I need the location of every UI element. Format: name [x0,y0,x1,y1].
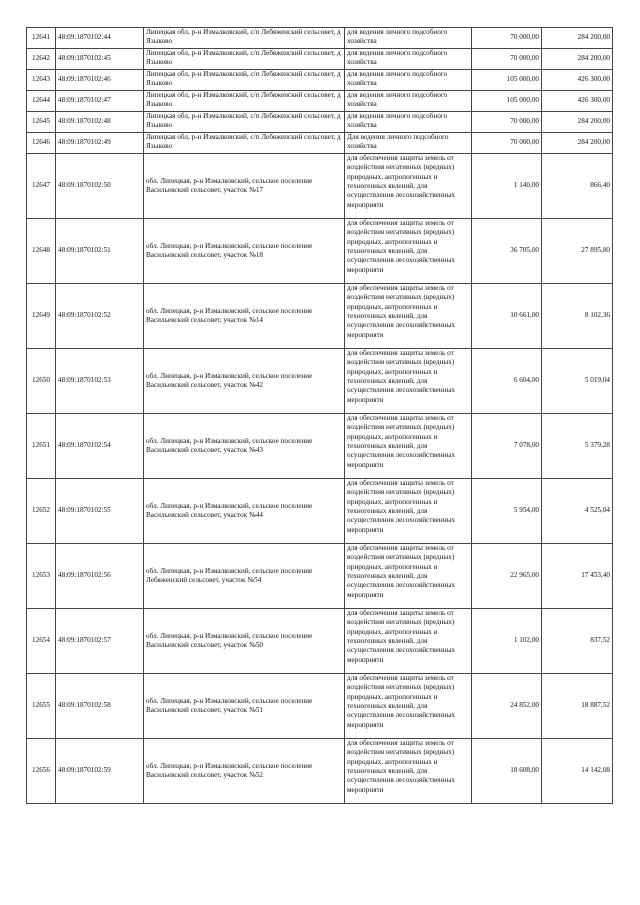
permitted-use-cell: для ведения личного подсобного хозяйства [345,70,472,91]
cadastral-value-cell: 284 200,00 [542,133,613,154]
cadastral-number-cell: 48:09:1870102:49 [56,133,144,154]
permitted-use-cell: для обеспечения защиты земель от воздействия негативных (вредных) природных, антропогенных и техногенных явлений, для осуществления лесохозяйственных мероприяти [345,349,472,414]
cadastral-number-cell: 48:09:1870102:47 [56,91,144,112]
table-row [27,154,613,219]
area-cell: 70 000,00 [472,112,542,133]
address-cell: Липецкая обл, р-н Измалковский, с/п Лебяженский сельсовет, д Языково [144,112,345,133]
area-cell: 22 965,00 [472,544,542,609]
row-number-cell: 12651 [27,414,56,479]
cadastral-value-cell: 866,40 [542,154,613,219]
permitted-use-cell: для обеспечения защиты земель от воздействия негативных (вредных) природных, антропогенных и техногенных явлений, для осуществления лесохозяйственных мероприяти [345,544,472,609]
area-cell: 5 954,00 [472,479,542,544]
cadastral-value-cell: 5 019,04 [542,349,613,414]
permitted-use-cell: для ведения личного подсобного хозяйства [345,49,472,70]
table-row [27,112,613,133]
row-number-cell: 12645 [27,112,56,133]
area-cell: 70 000,00 [472,49,542,70]
cadastral-value-cell: 426 300,00 [542,91,613,112]
address-cell: обл. Липецкая, р-н Измалковский, сельское поселение Васильевский сельсовет, участок №42 [144,349,345,414]
address-cell: Липецкая обл, р-н Измалковский, с/п Лебяженский сельсовет, д Языково [144,133,345,154]
cadastral-number-cell: 48:09:1870102:44 [56,28,144,49]
area-cell: 7 078,00 [472,414,542,479]
permitted-use-cell: для обеспечения защиты земель от воздействия негативных (вредных) природных, антропогенных и техногенных явлений, для осуществления лесохозяйственных мероприяти [345,479,472,544]
permitted-use-cell: для обеспечения защиты земель от воздействия негативных (вредных) природных, антропогенных и техногенных явлений, для осуществления лесохозяйственных мероприяти [345,609,472,674]
permitted-use-cell: для ведения личного подсобного хозяйства [345,112,472,133]
cadastral-number-cell: 48:09:1870102:58 [56,674,144,739]
cadastral-number-cell: 48:09:1870102:52 [56,284,144,349]
table-row [27,284,613,349]
row-number-cell: 12656 [27,739,56,804]
cadastral-number-cell: 48:09:1870102:46 [56,70,144,91]
address-cell: обл. Липецкая, р-н Измалковский, сельское поселение Васильевский сельсовет, участок №14 [144,284,345,349]
cadastral-value-cell: 18 887,52 [542,674,613,739]
table-row [27,414,613,479]
area-cell: 105 000,00 [472,91,542,112]
cadastral-value-cell: 4 525,04 [542,479,613,544]
address-cell: обл. Липецкая, р-н Измалковский, сельское поселение Васильевский сельсовет, участок №50 [144,609,345,674]
table-row [27,28,613,49]
row-number-cell: 12653 [27,544,56,609]
address-cell: обл. Липецкая, р-н Измалковский, сельское поселение Васильевский сельсовет, участок №44 [144,479,345,544]
permitted-use-cell: для ведения личного подсобного хозяйства [345,28,472,49]
cadastral-value-cell: 8 102,36 [542,284,613,349]
row-number-cell: 12641 [27,28,56,49]
cadastral-value-cell: 284 200,00 [542,49,613,70]
permitted-use-cell: для обеспечения защиты земель от воздействия негативных (вредных) природных, антропогенных и техногенных явлений, для осуществления лесохозяйственных мероприяти [345,219,472,284]
permitted-use-cell: для обеспечения защиты земель от воздействия негативных (вредных) природных, антропогенных и техногенных явлений, для осуществления лесохозяйственных мероприяти [345,284,472,349]
address-cell: обл. Липецкая, р-н Измалковский, сельское поселение Васильевский сельсовет, участок №18 [144,219,345,284]
area-cell: 6 604,00 [472,349,542,414]
area-cell: 70 000,00 [472,28,542,49]
row-number-cell: 12649 [27,284,56,349]
permitted-use-cell: для обеспечения защиты земель от воздействия негативных (вредных) природных, антропогенных и техногенных явлений, для осуществления лесохозяйственных мероприяти [345,154,472,219]
row-number-cell: 12644 [27,91,56,112]
area-cell: 24 852,00 [472,674,542,739]
row-number-cell: 12654 [27,609,56,674]
address-cell: Липецкая обл, р-н Измалковский, с/п Лебяженский сельсовет, д Языково [144,28,345,49]
cadastral-value-cell: 5 379,28 [542,414,613,479]
land-plots-table [26,27,613,804]
row-number-cell: 12650 [27,349,56,414]
address-cell: обл. Липецкая, р-н Измалковский, сельское поселение Васильевский сельсовет, участок №43 [144,414,345,479]
table-row [27,349,613,414]
table-row [27,70,613,91]
row-number-cell: 12642 [27,49,56,70]
row-number-cell: 12647 [27,154,56,219]
row-number-cell: 12655 [27,674,56,739]
row-number-cell: 12648 [27,219,56,284]
cadastral-value-cell: 284 200,00 [542,28,613,49]
cadastral-number-cell: 48:09:1870102:48 [56,112,144,133]
area-cell: 36 705,00 [472,219,542,284]
address-cell: Липецкая обл, р-н Измалковский, с/п Лебяженский сельсовет, д Языково [144,70,345,91]
table-row [27,739,613,804]
cadastral-value-cell: 837,52 [542,609,613,674]
cadastral-value-cell: 426 300,00 [542,70,613,91]
address-cell: Липецкая обл, р-н Измалковский, с/п Лебяженский сельсовет, д Языково [144,49,345,70]
table-body [27,28,613,804]
permitted-use-cell: Для ведения личного подсобного хозяйства [345,133,472,154]
cadastral-value-cell: 284 200,00 [542,112,613,133]
area-cell: 18 608,00 [472,739,542,804]
permitted-use-cell: для ведения личного подсобного хозяйства [345,91,472,112]
cadastral-value-cell: 14 142,08 [542,739,613,804]
area-cell: 105 000,00 [472,70,542,91]
area-cell: 10 661,00 [472,284,542,349]
cadastral-value-cell: 17 453,40 [542,544,613,609]
permitted-use-cell: для обеспечения защиты земель от воздействия негативных (вредных) природных, антропогенных и техногенных явлений, для осуществления лесохозяйственных мероприяти [345,739,472,804]
permitted-use-cell: для обеспечения защиты земель от воздействия негативных (вредных) природных, антропогенных и техногенных явлений, для осуществления лесохозяйственных мероприяти [345,674,472,739]
table-row [27,609,613,674]
cadastral-number-cell: 48:09:1870102:51 [56,219,144,284]
cadastral-number-cell: 48:09:1870102:50 [56,154,144,219]
address-cell: Липецкая обл, р-н Измалковский, с/п Лебяженский сельсовет, д Языково [144,91,345,112]
permitted-use-cell: для обеспечения защиты земель от воздействия негативных (вредных) природных, антропогенных и техногенных явлений, для осуществления лесохозяйственных мероприяти [345,414,472,479]
cadastral-value-cell: 27 895,80 [542,219,613,284]
area-cell: 70 000,00 [472,133,542,154]
table-row [27,91,613,112]
address-cell: обл. Липецкая, р-н Измалковский, сельское поселение Васильевский сельсовет, участок №51 [144,674,345,739]
cadastral-number-cell: 48:09:1870102:55 [56,479,144,544]
table-row [27,544,613,609]
cadastral-number-cell: 48:09:1870102:56 [56,544,144,609]
table-row [27,49,613,70]
row-number-cell: 12643 [27,70,56,91]
cadastral-number-cell: 48:09:1870102:54 [56,414,144,479]
cadastral-number-cell: 48:09:1870102:59 [56,739,144,804]
area-cell: 1 102,00 [472,609,542,674]
cadastral-number-cell: 48:09:1870102:53 [56,349,144,414]
address-cell: обл. Липецкая, р-н Измалковский, сельское поселение Васильевский сельсовет, участок №52 [144,739,345,804]
row-number-cell: 12646 [27,133,56,154]
table-row [27,219,613,284]
table-row [27,479,613,544]
row-number-cell: 12652 [27,479,56,544]
area-cell: 1 140,00 [472,154,542,219]
cadastral-number-cell: 48:09:1870102:57 [56,609,144,674]
table-row [27,133,613,154]
cadastral-number-cell: 48:09:1870102:45 [56,49,144,70]
address-cell: обл. Липецкая, р-н Измалковский, сельское поселение Васильевский сельсовет, участок №17 [144,154,345,219]
address-cell: обл. Липецкая, р-н Измалковский, сельское поселение Лебяженский сельсовет, участок №54 [144,544,345,609]
table-row [27,674,613,739]
